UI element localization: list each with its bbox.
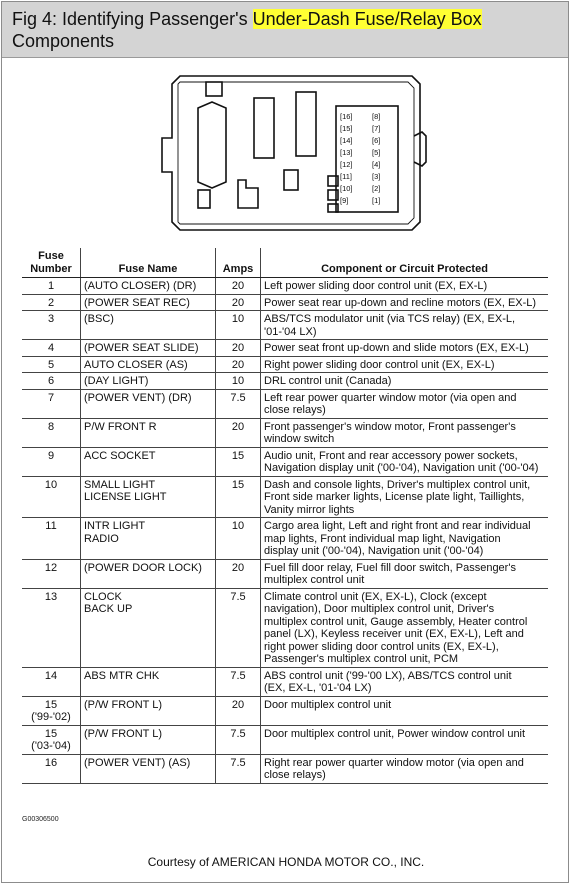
component-cell bbox=[261, 294, 549, 311]
cell-line: 13 bbox=[44, 590, 58, 603]
fuse-number-cell bbox=[22, 667, 81, 696]
fuse-label-6: [6] bbox=[372, 136, 381, 145]
cell-line: panel (LX), Keyless receiver unit (EX, EX-L), Left and bbox=[264, 628, 524, 640]
amps-cell: 20 bbox=[216, 418, 261, 447]
relay-middle-1 bbox=[254, 98, 274, 158]
component-cell bbox=[261, 696, 549, 725]
amps-cell: 20 bbox=[216, 278, 261, 295]
cell-line: 8 bbox=[47, 420, 55, 433]
cell-line: RADIO bbox=[84, 532, 119, 545]
cell-line: 1 bbox=[47, 280, 55, 292]
table-header-row bbox=[22, 248, 548, 278]
cell-line: P/W FRONT R bbox=[84, 420, 157, 433]
lower-block-2 bbox=[284, 170, 298, 190]
cell-line: 16 bbox=[44, 756, 58, 769]
component-cell bbox=[261, 356, 549, 373]
fuse-label-5: [5] bbox=[372, 148, 381, 157]
table-row bbox=[22, 311, 548, 340]
fuse-name-cell bbox=[81, 311, 216, 340]
component-cell bbox=[261, 667, 549, 696]
cell-line: ACC SOCKET bbox=[84, 449, 156, 462]
cell-line: Fuel fill door relay, Fuel fill door switch, Passenger's bbox=[264, 561, 516, 574]
amps-cell: 15 bbox=[216, 476, 261, 518]
cell-line: map lights, Front individual map light, Navigation bbox=[264, 532, 501, 545]
cell-line: (POWER VENT) (AS) bbox=[84, 756, 191, 769]
cell-line: Right rear power quarter window motor (via open and bbox=[264, 756, 524, 769]
cell-line: (POWER VENT) (DR) bbox=[84, 391, 192, 404]
component-cell bbox=[261, 518, 549, 560]
cell-line: Navigation display unit ('00-'04), Navigation unit ('00-'04) bbox=[264, 462, 539, 474]
cell-line: window switch bbox=[264, 433, 335, 445]
cell-line: 15 bbox=[44, 727, 58, 740]
component-cell bbox=[261, 725, 549, 754]
cell-line: (POWER DOOR LOCK) bbox=[84, 561, 202, 574]
cell-line: (POWER SEAT REC) bbox=[84, 296, 190, 309]
fuse-number-cell bbox=[22, 340, 81, 357]
cell-line: Power seat front up-down and slide motors (EX, EX-L) bbox=[264, 342, 529, 354]
fuse-name-cell bbox=[81, 294, 216, 311]
fuse-name-cell bbox=[81, 518, 216, 560]
component-cell bbox=[261, 754, 549, 783]
relay-left bbox=[198, 102, 226, 188]
table-row bbox=[22, 356, 548, 373]
fuse-label-15: [15] bbox=[340, 124, 353, 133]
amps-cell: 20 bbox=[216, 356, 261, 373]
cell-line: Dash and console lights, Driver's multiplex control unit, bbox=[264, 478, 531, 491]
amps-cell: 7.5 bbox=[216, 754, 261, 783]
credit-line: Courtesy of AMERICAN HONDA MOTOR CO., INC. bbox=[147, 855, 425, 869]
figure-code: G00306500 bbox=[22, 816, 59, 823]
fuse-number-cell bbox=[22, 559, 81, 588]
cell-line: 12 bbox=[44, 561, 58, 574]
fuse-number-cell bbox=[22, 356, 81, 373]
fuse-number-cell bbox=[22, 588, 81, 667]
fuse-number-cell bbox=[22, 518, 81, 560]
cell-line: Front side marker lights, License plate light, Taillights, bbox=[264, 491, 525, 503]
cell-line: 4 bbox=[47, 342, 55, 354]
cell-line: ABS/TCS modulator unit (via TCS relay) (EX, EX-L, bbox=[264, 313, 516, 325]
cell-line: display unit ('00-'04), Navigation unit ('00-'04) bbox=[264, 545, 484, 557]
fuse-name-cell bbox=[81, 588, 216, 667]
cell-line: (POWER SEAT SLIDE) bbox=[84, 342, 199, 354]
component-cell bbox=[261, 311, 549, 340]
cell-line: 2 bbox=[47, 296, 55, 309]
table-row bbox=[22, 725, 548, 754]
cell-line: Audio unit, Front and rear accessory power sockets, bbox=[264, 449, 518, 462]
table-row bbox=[22, 476, 548, 518]
fuse-number-cell bbox=[22, 754, 81, 783]
amps-cell: 7.5 bbox=[216, 725, 261, 754]
table-row bbox=[22, 588, 548, 667]
fuse-number-cell bbox=[22, 389, 81, 418]
amps-cell: 7.5 bbox=[216, 588, 261, 667]
header-fuse-number: Fuse Number bbox=[22, 248, 81, 278]
amps-cell: 20 bbox=[216, 340, 261, 357]
component-cell bbox=[261, 476, 549, 518]
fuse-number-cell bbox=[22, 725, 81, 754]
cell-line: Door multiplex control unit, Power window control unit bbox=[264, 727, 526, 740]
amps-cell: 10 bbox=[216, 518, 261, 560]
cell-line: 7 bbox=[47, 391, 55, 404]
cell-line: Left power sliding door control unit (EX, EX-L) bbox=[264, 280, 488, 292]
amps-cell: 10 bbox=[216, 373, 261, 390]
table-row bbox=[22, 278, 548, 295]
fuse-label-3: [3] bbox=[372, 172, 381, 181]
cell-line: ABS MTR CHK bbox=[84, 669, 160, 682]
component-cell bbox=[261, 447, 549, 476]
small-relay bbox=[206, 82, 222, 96]
fuse-labels bbox=[340, 112, 380, 205]
table-bottom-rule bbox=[22, 783, 548, 784]
component-cell bbox=[261, 340, 549, 357]
cell-line: Cargo area light, Left and right front and rear individual bbox=[264, 520, 531, 532]
cell-line: 10 bbox=[44, 478, 58, 491]
fuse-name-cell bbox=[81, 667, 216, 696]
table-row bbox=[22, 447, 548, 476]
component-cell bbox=[261, 559, 549, 588]
table-row bbox=[22, 559, 548, 588]
cell-line: 15 bbox=[44, 698, 58, 711]
fuse-number-cell bbox=[22, 476, 81, 518]
figure-title bbox=[2, 2, 568, 58]
cell-line: LICENSE LIGHT bbox=[84, 491, 167, 503]
fuse-label-1: [1] bbox=[372, 196, 381, 205]
table-row bbox=[22, 389, 548, 418]
fuse-name-cell bbox=[81, 278, 216, 295]
fuse-label-12: [12] bbox=[340, 160, 353, 169]
cell-line: AUTO CLOSER (AS) bbox=[84, 358, 188, 371]
cell-line: navigation), Door multiplex control unit, Driver's bbox=[264, 603, 495, 615]
fuse-number-cell bbox=[22, 278, 81, 295]
fuse-name-cell bbox=[81, 373, 216, 390]
fuse-label-9: [9] bbox=[340, 196, 349, 205]
amps-cell: 20 bbox=[216, 294, 261, 311]
cell-line: Climate control unit (EX, EX-L), Clock (except bbox=[264, 590, 487, 603]
fuse-number-cell bbox=[22, 447, 81, 476]
cell-line: (P/W FRONT L) bbox=[84, 727, 163, 740]
fuse-name-cell bbox=[81, 447, 216, 476]
header-amps: Amps bbox=[216, 248, 261, 278]
cell-line: '01-'04 LX) bbox=[264, 325, 317, 338]
lower-block-1 bbox=[198, 190, 210, 208]
cell-line: Right power sliding door control unit (EX, EX-L) bbox=[264, 358, 495, 371]
cell-line: 9 bbox=[47, 449, 55, 462]
lower-connector bbox=[238, 180, 258, 208]
cell-line: Door multiplex control unit bbox=[264, 698, 392, 711]
cell-line: ('03-'04) bbox=[31, 740, 71, 752]
fuse-name-cell bbox=[81, 754, 216, 783]
cell-line: (DAY LIGHT) bbox=[84, 375, 149, 387]
fuse-label-14: [14] bbox=[340, 136, 353, 145]
amps-cell: 10 bbox=[216, 311, 261, 340]
cell-line: 5 bbox=[47, 358, 55, 371]
fuse-name-cell bbox=[81, 389, 216, 418]
cell-line: Left rear power quarter window motor (via open and bbox=[264, 391, 517, 404]
cell-line: CLOCK bbox=[84, 590, 122, 603]
title-highlight: Under-Dash Fuse/Relay Box bbox=[252, 9, 482, 29]
table-row bbox=[22, 754, 548, 783]
table-row bbox=[22, 696, 548, 725]
cell-line: DRL control unit (Canada) bbox=[264, 375, 392, 387]
cell-line: (P/W FRONT L) bbox=[84, 698, 163, 711]
title-line2: Components bbox=[12, 31, 115, 51]
fuse-name-cell bbox=[81, 418, 216, 447]
cell-line: 11 bbox=[45, 520, 57, 532]
fuse-label-4: [4] bbox=[372, 160, 381, 169]
component-cell bbox=[261, 418, 549, 447]
component-cell bbox=[261, 389, 549, 418]
fuse-label-13: [13] bbox=[340, 148, 353, 157]
header-component: Component or Circuit Protected bbox=[261, 248, 549, 278]
housing-outline bbox=[162, 76, 420, 230]
cell-line: Power seat rear up-down and recline motors (EX, EX-L) bbox=[264, 296, 537, 309]
amps-cell: 7.5 bbox=[216, 667, 261, 696]
fuse-name-cell bbox=[81, 340, 216, 357]
amps-cell: 20 bbox=[216, 559, 261, 588]
amps-cell: 15 bbox=[216, 447, 261, 476]
cell-line: (BSC) bbox=[84, 313, 114, 325]
cell-line: multiplex control unit bbox=[264, 574, 365, 586]
fuse-number-cell bbox=[22, 373, 81, 390]
cell-line: (AUTO CLOSER) (DR) bbox=[84, 280, 197, 292]
cell-line: Front passenger's window motor, Front passenger's bbox=[264, 420, 516, 433]
cell-line: 6 bbox=[47, 375, 55, 387]
table-row bbox=[22, 418, 548, 447]
fuse-number-cell bbox=[22, 696, 81, 725]
fuse-name-cell bbox=[81, 696, 216, 725]
cell-line: 14 bbox=[44, 669, 58, 682]
amps-cell: 7.5 bbox=[216, 389, 261, 418]
fuse-label-2: [2] bbox=[372, 184, 381, 193]
header-fuse-name: Fuse Name bbox=[81, 248, 216, 278]
fuse-name-cell bbox=[81, 725, 216, 754]
component-cell bbox=[261, 278, 549, 295]
cell-line: Passenger's multiplex control unit, PCM bbox=[264, 653, 459, 665]
cell-line: BACK UP bbox=[84, 603, 133, 615]
amps-cell: 20 bbox=[216, 696, 261, 725]
cell-line: SMALL LIGHT bbox=[84, 478, 156, 491]
fuse-number-cell bbox=[22, 311, 81, 340]
cell-line: right power sliding door control units (EX, EX-L), bbox=[264, 640, 499, 653]
fuse-table bbox=[22, 248, 548, 783]
table-row bbox=[22, 294, 548, 311]
fuse-label-16: [16] bbox=[340, 112, 353, 121]
cell-line: multiplex control unit, Gauge assembly, Heater control bbox=[264, 615, 528, 628]
fuse-name-cell bbox=[81, 476, 216, 518]
fuse-label-11: [11] bbox=[340, 172, 352, 181]
fuse-label-8: [8] bbox=[372, 112, 381, 121]
cell-line: INTR LIGHT bbox=[84, 520, 146, 532]
cell-line: ABS control unit ('99-'00 LX), ABS/TCS control unit bbox=[264, 669, 512, 682]
fuse-name-cell bbox=[81, 356, 216, 373]
component-cell bbox=[261, 373, 549, 390]
fuse-number-cell bbox=[22, 294, 81, 311]
relay-middle-2 bbox=[296, 92, 316, 156]
table-row bbox=[22, 373, 548, 390]
title-prefix: Fig 4: Identifying Passenger's bbox=[12, 9, 253, 29]
fuse-label-7: [7] bbox=[372, 124, 381, 133]
fuse-box-diagram bbox=[150, 62, 440, 234]
cell-line: (EX, EX-L, '01-'04 LX) bbox=[264, 682, 372, 694]
cell-line: Vanity mirror lights bbox=[264, 503, 355, 516]
cell-line: close relays) bbox=[264, 404, 326, 416]
cell-line: ('99-'02) bbox=[31, 711, 71, 723]
table-row bbox=[22, 340, 548, 357]
table-row bbox=[22, 667, 548, 696]
fuse-label-10: [10] bbox=[340, 184, 353, 193]
table-row bbox=[22, 518, 548, 560]
cell-line: close relays) bbox=[264, 769, 326, 781]
cell-line: 3 bbox=[47, 313, 55, 325]
component-cell bbox=[261, 588, 549, 667]
fuse-name-cell bbox=[81, 559, 216, 588]
fuse-number-cell bbox=[22, 418, 81, 447]
